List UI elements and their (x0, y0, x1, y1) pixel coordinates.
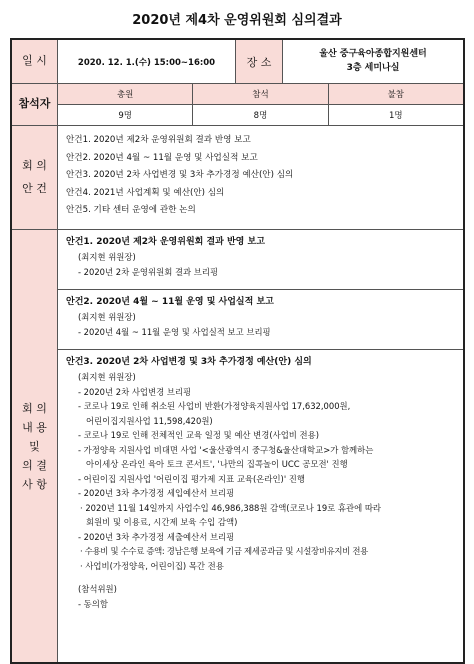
item-line: · 사업비(가정양육, 어린이집) 목간 전용 (80, 560, 224, 571)
agenda-row (12, 126, 463, 230)
agenda-label-line-1: 회 의 (22, 158, 47, 172)
datetime-value: 2020. 12. 1.(수) 15:00~16:00 (58, 40, 236, 83)
content-label-line-5: 사 항 (22, 477, 47, 491)
result-table (10, 38, 465, 664)
item-presenter: (최지현 위원장) (78, 312, 136, 322)
item-line: - 가정양육 지원사업 비대면 사업 '<울산광역시 중구청&울산대학교>가 함께하는 (78, 444, 374, 455)
item-line: 회원비 및 이용료, 시간제 보육 수입 감액) (86, 517, 238, 527)
agenda-label (12, 126, 58, 229)
attendance-headers (58, 84, 463, 105)
value-present: 8명 (192, 105, 327, 125)
agenda-item: 안건1. 2020년 제2차 운영위원회 결과 반영 보고 (66, 135, 251, 145)
attendance-values (58, 105, 463, 125)
committee-opinion: - 동의함 (78, 598, 108, 609)
location-line-2: 3층 세미나실 (346, 62, 400, 73)
item-presenter: (최지현 위원장) (78, 372, 136, 382)
attendance-row (12, 84, 463, 126)
datetime-label: 일 시 (12, 40, 58, 83)
location-line-1: 울산 중구육아종합지원센터 (319, 49, 427, 60)
item-line: - 2020년 4월 ~ 11월 운영 및 사업실적 보고 브리핑 (78, 326, 271, 337)
header-present: 참석 (192, 84, 327, 104)
content-item-2 (58, 290, 463, 350)
agenda-item: 안건5. 기타 센터 운영에 관한 논의 (66, 205, 196, 215)
item-heading: 안건3. 2020년 2차 사업변경 및 3차 추가경정 예산(안) 심의 (66, 357, 312, 367)
location-value (283, 40, 463, 83)
content-row (12, 230, 463, 662)
committee-opinion-label: (참석위원) (78, 584, 117, 594)
item-line: - 2020년 2차 운영위원회 결과 브리핑 (78, 266, 219, 277)
attendance-grid (58, 84, 463, 125)
value-total: 9명 (118, 111, 132, 121)
item-presenter: (최지현 위원장) (78, 252, 136, 262)
agenda-item: 안건3. 2020년 2차 사업변경 및 3차 추가경정 예산(안) 심의 (66, 170, 294, 180)
item-heading: 안건1. 2020년 제2차 운영위원회 결과 반영 보고 (66, 237, 265, 247)
agenda-list (58, 126, 463, 229)
header-absent: 불참 (328, 84, 463, 104)
item-line: · 수용비 및 수수료 증액: 경남은행 보육에 기금 제세공과금 및 시설장비유지비 전용 (80, 546, 368, 556)
location-label: 장 소 (236, 40, 283, 83)
attendees-label: 참석자 (12, 84, 58, 125)
item-line: · 2020년 11월 14일까지 사업수입 46,986,388원 감액(코로나 19로 휴관에 따라 (80, 502, 382, 513)
agenda-label-line-2: 안 건 (22, 181, 47, 195)
content-label-line-3: 및 (29, 439, 40, 453)
spacer (66, 573, 455, 582)
item-heading: 안건2. 2020년 4월 ~ 11월 운영 및 사업실적 보고 (66, 297, 274, 307)
item-line: - 어린이집 지원사업 '어린이집 평가제 지표 교육(온라인)' 진행 (78, 473, 305, 484)
content-item-3 (58, 350, 463, 662)
page-title: 2020년 제4차 운영위원회 심의결과 (132, 13, 342, 28)
agenda-item: 안건2. 2020년 4월 ~ 11월 운영 및 사업실적 보고 (66, 152, 258, 163)
item-line: - 2020년 2차 사업변경 브리핑 (78, 386, 192, 397)
meeting-info-row (12, 40, 463, 84)
content-label (12, 230, 58, 662)
header-total: 총원 (58, 84, 192, 104)
item-line: - 코로나 19로 인해 취소된 사업비 반환(가정양육지원사업 17,632,000원, (78, 401, 351, 411)
item-line: - 2020년 3차 추가경정 세출예산서 브리핑 (78, 531, 235, 542)
item-line: 어린이집지원사업 11,598,420원) (86, 415, 213, 426)
content-label-line-2: 내 용 (22, 420, 47, 434)
value-absent: 1명 (328, 105, 463, 125)
content-label-line-1: 회 의 (22, 401, 47, 415)
item-line: - 코로나 19로 인해 전체적인 교육 일정 및 예산 변경(사업비 전용) (78, 430, 319, 440)
item-line: 아이세상 온라인 육아 토크 콘서트', '나만의 집콕놀이 UCC 공모전' 진행 (86, 459, 348, 469)
content-body (58, 230, 463, 662)
content-label-line-4: 의 결 (22, 458, 47, 472)
agenda-item: 안건4. 2021년 사업계획 및 예산(안) 심의 (66, 187, 225, 198)
item-line: - 2020년 3차 추가경정 세입예산서 브리핑 (78, 488, 235, 498)
content-item-1 (58, 230, 463, 290)
